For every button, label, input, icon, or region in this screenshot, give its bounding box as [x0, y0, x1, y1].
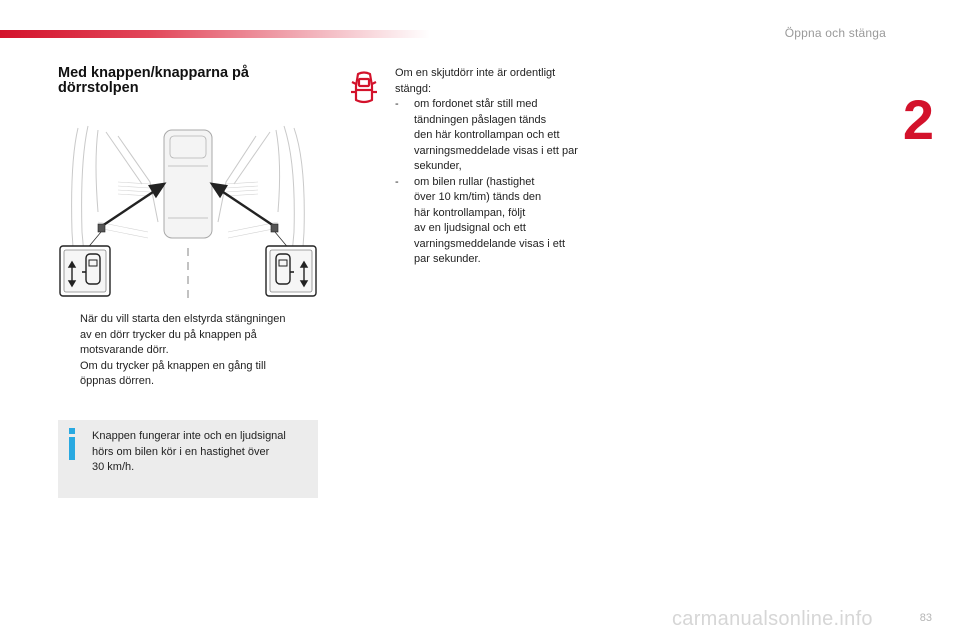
bullet-line: När du vill starta den elstyrda stängningen	[80, 313, 286, 325]
page-number: 83	[919, 612, 932, 624]
sliding-door-warning-icon	[347, 70, 381, 108]
item-line: om fordonet står still med	[414, 98, 538, 110]
bullet-line: av en dörr trycker du på knappen på	[80, 328, 257, 341]
intro-line: Om en skjutdörr inte är ordentligt	[395, 67, 556, 79]
item-line: om bilen rullar (hastighet	[414, 175, 535, 188]
info-note	[58, 420, 318, 498]
dash-marker: -	[395, 175, 399, 188]
item-line: varningsmeddelade visas i ett par	[414, 144, 578, 157]
chapter-number: 2	[902, 88, 934, 151]
info-line: Knappen fungerar inte och en ljudsignal	[92, 430, 286, 442]
header-accent-bar	[0, 30, 430, 38]
instruction-list	[58, 312, 320, 390]
list-item	[58, 359, 320, 390]
dash-marker: -	[395, 98, 399, 110]
van-door-buttons-illustration	[58, 122, 318, 298]
bullet-line: motsvarande dörr.	[80, 344, 169, 356]
heading-line: dörrstolpen	[58, 80, 139, 96]
item-line: sekunder,	[414, 160, 462, 172]
info-text	[92, 429, 312, 476]
page-heading	[58, 66, 318, 96]
info-line: 30 km/h.	[92, 461, 135, 473]
intro	[395, 66, 615, 97]
item-line: varningsmeddelande visas i ett	[414, 237, 566, 250]
info-line: hörs om bilen kör i en hastighet över	[92, 445, 270, 458]
info-icon	[66, 428, 78, 460]
heading-line: Med knappen/knapparna på	[58, 65, 249, 81]
item-line: par sekunder.	[414, 253, 481, 265]
list-item	[395, 97, 615, 175]
list-item	[395, 175, 615, 268]
watermark: carmanualsonline.info	[672, 608, 873, 630]
item-line: över 10 km/tim) tänds den	[414, 191, 542, 203]
warning-description	[395, 66, 615, 268]
item-line: den här kontrollampan och ett	[414, 129, 560, 141]
item-line: av en ljudsignal och ett	[414, 222, 526, 234]
intro-line: stängd:	[395, 82, 432, 95]
item-line: tändningen påslagen tänds	[414, 113, 547, 126]
section-title: Öppna och stänga	[784, 26, 886, 40]
list-item	[58, 312, 320, 359]
bullet-line: Om du trycker på knappen en gång till	[80, 359, 266, 372]
bullet-line: öppnas dörren.	[80, 375, 154, 387]
item-line: här kontrollampan, följt	[414, 206, 526, 219]
